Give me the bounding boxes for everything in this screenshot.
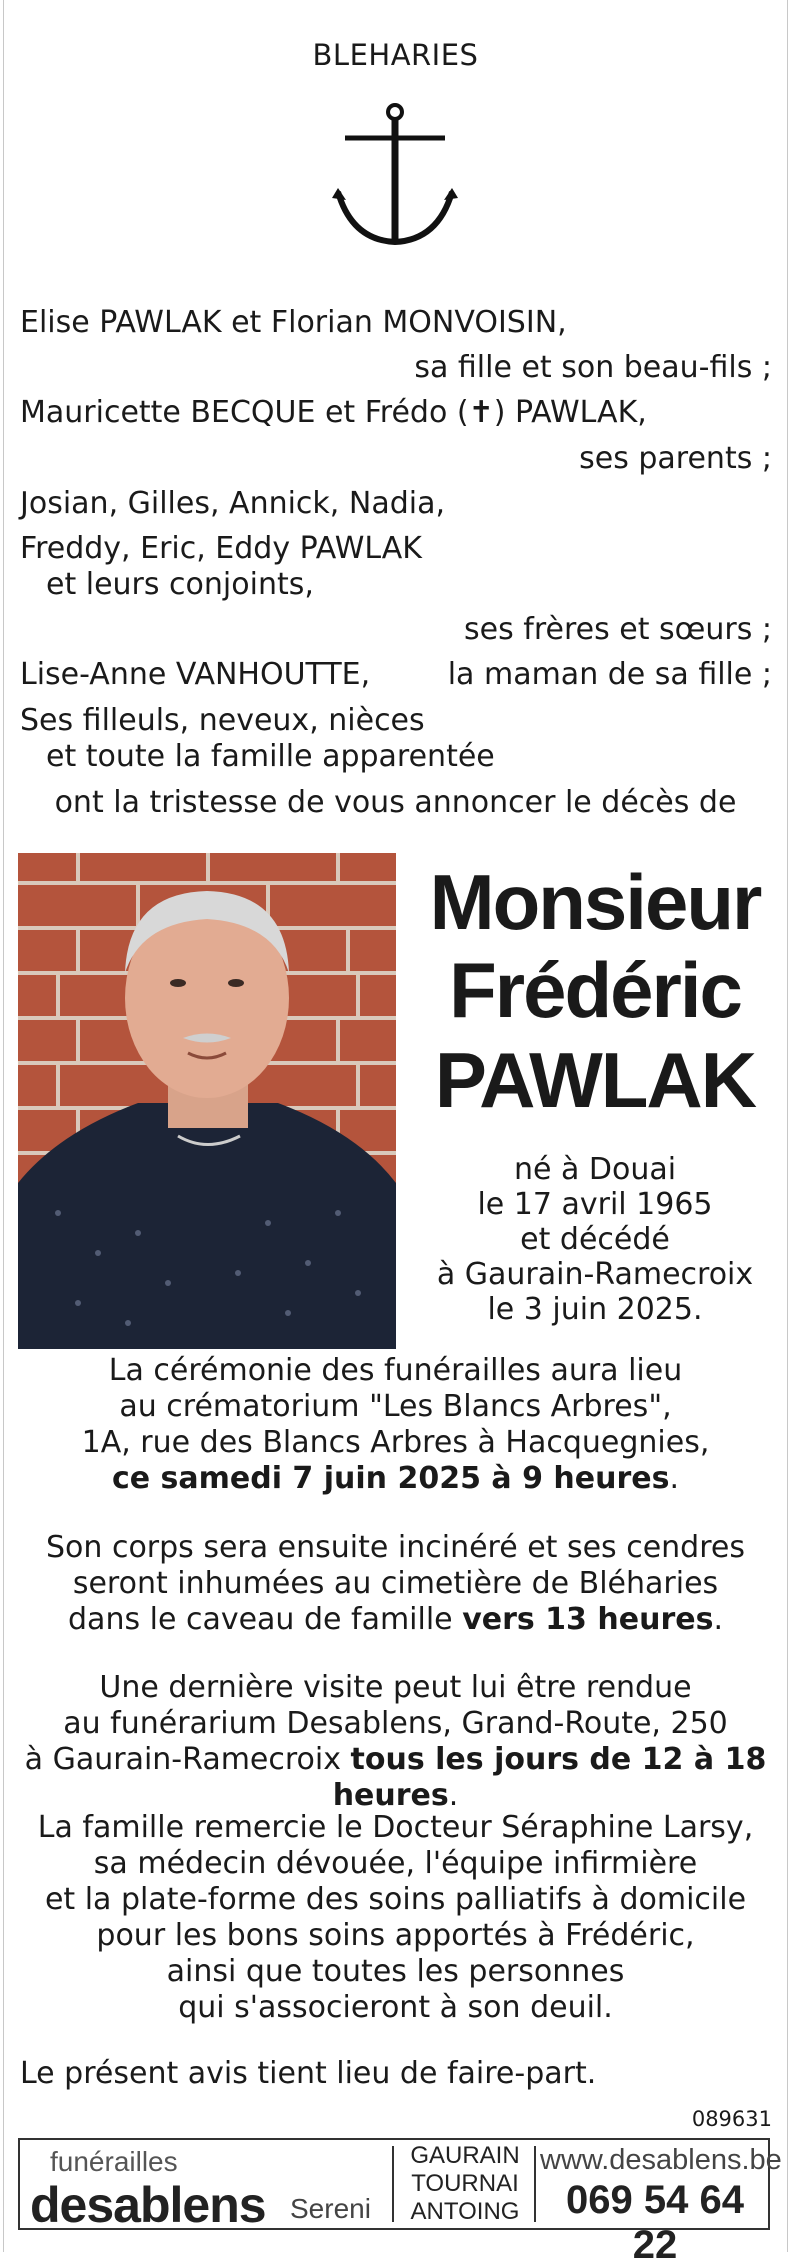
anchor-icon [330, 102, 460, 248]
thanks-line: ainsi que toutes les personnes [166, 1954, 625, 1989]
family-line: et leurs conjoints, [46, 567, 314, 602]
deceased-last-name: PAWLAK [434, 1036, 756, 1124]
dates-line: le 3 juin 2025. [487, 1292, 703, 1327]
thanks-line: La famille remercie le Docteur Séraphine Larsy, [37, 1810, 754, 1845]
dates-line: le 17 avril 1965 [477, 1187, 713, 1222]
family-line: ses frères et sœurs ; [464, 612, 772, 647]
family-line: Josian, Gilles, Annick, Nadia, [20, 486, 445, 521]
thanks-line: et la plate-forme des soins palliatifs à domicile [44, 1882, 747, 1917]
burial-time: vers 13 heures [462, 1602, 714, 1637]
thanks-line: pour les bons soins apportés à Frédéric, [96, 1918, 695, 1953]
brand-name: desablens [30, 2177, 266, 2233]
divider [392, 2146, 394, 2222]
location: TOURNAI [411, 2170, 519, 2197]
divider [534, 2146, 536, 2222]
family-line: Freddy, Eric, Eddy PAWLAK [20, 531, 422, 566]
brand-tagline: funérailles [50, 2146, 178, 2177]
ceremony-line: La cérémonie des funérailles aura lieu [108, 1353, 683, 1388]
reference-number: 089631 [691, 2107, 772, 2131]
burial-time-line: dans le caveau de famille vers 13 heures. [68, 1602, 723, 1637]
closing-note: Le présent avis tient lieu de faire-part. [20, 2056, 597, 2091]
locations [400, 2142, 530, 2226]
family-line: Mauricette BECQUE et Frédo (✝) PAWLAK, [20, 395, 647, 430]
family-line: sa fille et son beau-fils ; [414, 350, 772, 385]
phone-number[interactable]: 069 54 64 22 [566, 2178, 744, 2267]
ceremony-line: au crématorium "Les Blancs Arbres", [119, 1389, 672, 1424]
dates-line: à Gaurain-Ramecroix [436, 1257, 754, 1292]
family-line: ses parents ; [579, 441, 772, 476]
visit-hours: tous les jours de 12 à 18 heures [332, 1742, 767, 1813]
family-line: Ses filleuls, neveux, nièces [20, 703, 425, 738]
family-line: Elise PAWLAK et Florian MONVOISIN, [20, 305, 567, 340]
visit-line: au funérarium Desablens, Grand-Route, 250 [63, 1706, 728, 1741]
thanks-line: qui s'associeront à son deuil. [178, 1990, 613, 2025]
family-line: Lise-Anne VANHOUTTE, [20, 657, 371, 692]
thanks-line: sa médecin dévouée, l'équipe infirmière [93, 1846, 698, 1881]
village-heading: BLEHARIES [312, 38, 479, 72]
burial-line: seront inhumées au cimetière de Bléharies [72, 1566, 719, 1601]
deceased-title: Monsieur [429, 858, 761, 946]
visit-hours-line: à Gaurain-Ramecroix tous les jours de 12 à 18 heures. [24, 1742, 767, 1813]
visit-line: Une dernière visite peut lui être rendue [99, 1670, 692, 1705]
ceremony-line: 1A, rue des Blancs Arbres à Hacquegnies, [81, 1425, 710, 1460]
deceased-first-name: Frédéric [449, 946, 741, 1034]
website-link[interactable]: www.desablens.be [540, 2144, 782, 2176]
family-line: ont la tristesse de vous annoncer le décès de [54, 785, 737, 820]
family-line: la maman de sa fille ; [447, 657, 772, 692]
brand-sub: Sereni [290, 2193, 371, 2224]
dates-line: né à Douai [513, 1152, 677, 1187]
ceremony-date: ce samedi 7 juin 2025 à 9 heures [111, 1461, 670, 1496]
portrait-photo [18, 853, 396, 1349]
dates-line: et décédé [520, 1222, 670, 1257]
family-line: et toute la famille apparentée [46, 739, 495, 774]
ceremony-date-line: ce samedi 7 juin 2025 à 9 heures. [111, 1461, 680, 1496]
burial-line: Son corps sera ensuite incinéré et ses cendres [46, 1530, 745, 1565]
funeral-home-banner [18, 2138, 782, 2267]
location: ANTOING [410, 2198, 520, 2225]
location: GAURAIN [410, 2142, 520, 2169]
